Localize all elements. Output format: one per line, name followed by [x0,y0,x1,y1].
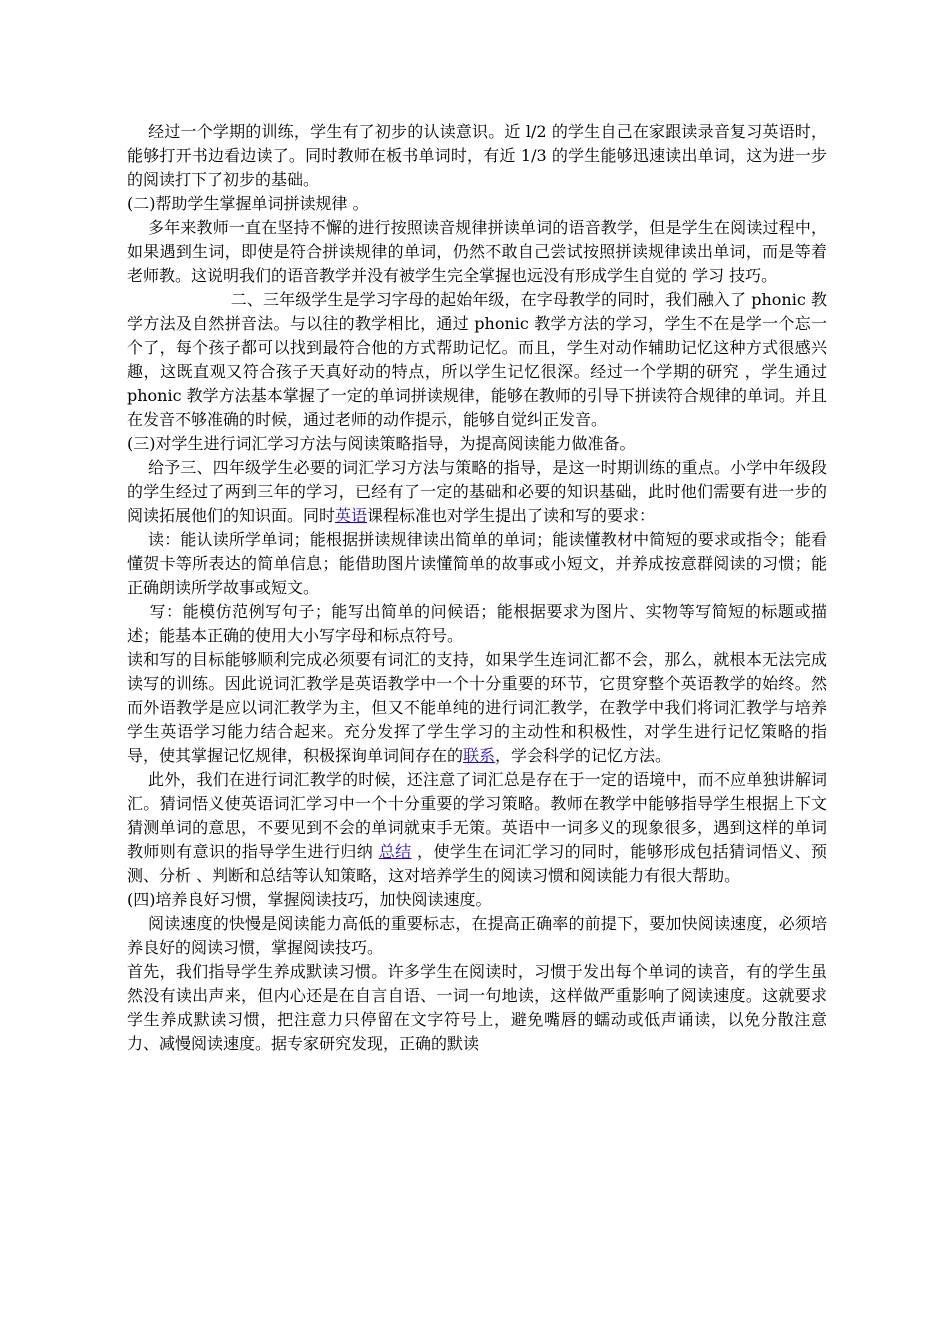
paragraph-text: 读和写的目标能够顺利完成必须要有词汇的支持，如果学生连词汇都不会，那么，就根本无法完成读写的训练。因此说词汇教学是英语教学中一个十分重要的环节，它贯穿整个英语教学的始终。然而外语教学是应以词汇教学为主，但又不能单纯的进行词汇教学，在教学中我们将词汇教学与培养学生英语学习能力结合起来。充分发挥了学生学习的主动性和积极性，对学生进行记忆策略的指导，使其掌握记忆规律，积极探询单词间存在的 [127,650,827,765]
paragraph-text: 首先，我们指导学生养成默读习惯。许多学生在阅读时，习惯于发出每个单词的读音，有的学生虽然没有读出声来，但内心还是在自言自语、一词一句地读，这样做严重影响了阅读速度。这就要求学生养成默读习惯，把注意力只停留在文字符号上，避免嘴唇的蠕动或低声诵读，以免分散注意力、减慢阅读速度。据专家研究发现，正确的默读 [127,962,827,1053]
heading-text: (三)对学生进行词汇学习方法与阅读策略指导，为提高阅读能力做准备。 [127,434,636,453]
link-connection[interactable]: 联系 [463,746,496,765]
paragraph-vocab-strategies [127,456,827,528]
indent [127,218,148,237]
paragraph-text: 二、三年级学生是学习字母的起始年级，在字母教学的同时，我们融入了 phonic 教学方法及自然拼音法。与以往的教学相比，通过 phonic 教学方法的学习，学生不在是学一个忘一个了，每个孩子都可以找到最符合他的方式帮助记忆。而且，学生对动作辅助记忆这种方式很感兴趣，这既直观又符合孩子天真好动的特点，所以学生记忆很深。经过一个学期的研究 ，学生通过 phonic 教学方法基本掌握了一定的单词拼读规律，能够在教师的引导下拼读符合规律的单词。并且在发音不够准确的时候，通过老师的动作提示，能够自觉纠正发音。 [127,290,827,429]
paragraph-context-guessing [127,768,827,888]
indent [127,530,148,549]
paragraph-silent-reading [127,960,827,1056]
paragraph-text: 写：能模仿范例写句子；能写出简单的问候语；能根据要求为图片、实物等写简短的标题或描述；能基本正确的使用大小写字母和标点符号。 [127,602,827,645]
link-summary[interactable]: 总结 [378,842,412,861]
link-english[interactable]: 英语 [335,506,368,525]
paragraph-text: 阅读速度的快慢是阅读能力高低的重要标志，在提高正确率的前提下，要加快阅读速度，必须培养良好的阅读习惯，掌握阅读技巧。 [127,914,827,957]
paragraph-text: ，使学生在词汇学习的同时，能够形成包括猜词悟义、预测、分析 、判断和总结等认知策略，这对培养学生的阅读习惯和阅读能力有很大帮助。 [127,842,827,885]
paragraph-text: 课程标准也对学生提出了读和写的要求： [367,506,656,525]
paragraph-phonics-teaching [127,216,827,288]
paragraph-text: 此外，我们在进行词汇教学的时候，还注意了词汇总是存在于一定的语境中，而不应单独讲解词汇。猜词悟义使英语词汇学习中一个十分重要的学习策略。教师在教学中能够指导学生根据上下文猜测单词的意思，不要见到不会的单词就束手无策。英语中一词多义的现象很多，遇到这样的单词教师则有意识的指导学生进行归纳 [127,770,827,861]
indent [127,914,148,933]
indent [127,458,148,477]
section-heading-2 [127,192,827,216]
paragraph-text: 读：能认读所学单词；能根据拼读规律读出简单的单词；能读懂教材中简短的要求或指令；能看懂贺卡等所表达的简单信息；能借助图片读懂简单的故事或小短文，并养成按意群阅读的习惯；能正确朗读所学故事或短文。 [127,530,827,597]
paragraph-text: 经过一个学期的训练，学生有了初步的认读意识。近 l/2 的学生自己在家跟读录音复习英语时，能够打开书边看边读了。同时教师在板书单词时，有近 1/3 的学生能够迅速读出单词，这为进一步的阅读打下了初步的基础。 [127,122,827,189]
indent [127,602,150,621]
paragraph-text: 给予三、四年级学生必要的词汇学习方法与策略的指导，是这一时期训练的重点。小学中年级段的学生经过了两到三年的学习，已经有了一定的基础和必要的知识基础，此时他们需要有进一步的阅读拓展他们的知识面。同时 [127,458,827,525]
paragraph-writing-goals [127,600,827,648]
document-body [127,120,827,1056]
indent [127,290,231,309]
indent [127,770,148,789]
heading-text: (二)帮助学生掌握单词拼读规律 。 [127,194,369,213]
paragraph-text: ，学会科学的记忆方法。 [495,746,672,765]
indent [127,122,148,141]
paragraph-text: 多年来教师一直在坚持不懈的进行按照读音规律拼读单词的语音教学，但是学生在阅读过程中，如果遇到生词，即使是符合拼读规律的单词，仍然不敢自己尝试按照拼读规律读出单词，而是等着老师教。这说明我们的语音教学并没有被学生完全掌握也远没有形成学生自觉的 学习 技巧。 [127,218,827,285]
paragraph-vocab-importance [127,648,827,768]
paragraph-reading-speed [127,912,827,960]
section-heading-3 [127,432,827,456]
paragraph-reading-goals [127,528,827,600]
heading-text: (四)培养良好习惯，掌握阅读技巧，加快阅读速度。 [127,890,492,909]
paragraph-reading-awareness [127,120,827,192]
section-heading-4 [127,888,827,912]
paragraph-grade-2-3 [127,288,827,432]
